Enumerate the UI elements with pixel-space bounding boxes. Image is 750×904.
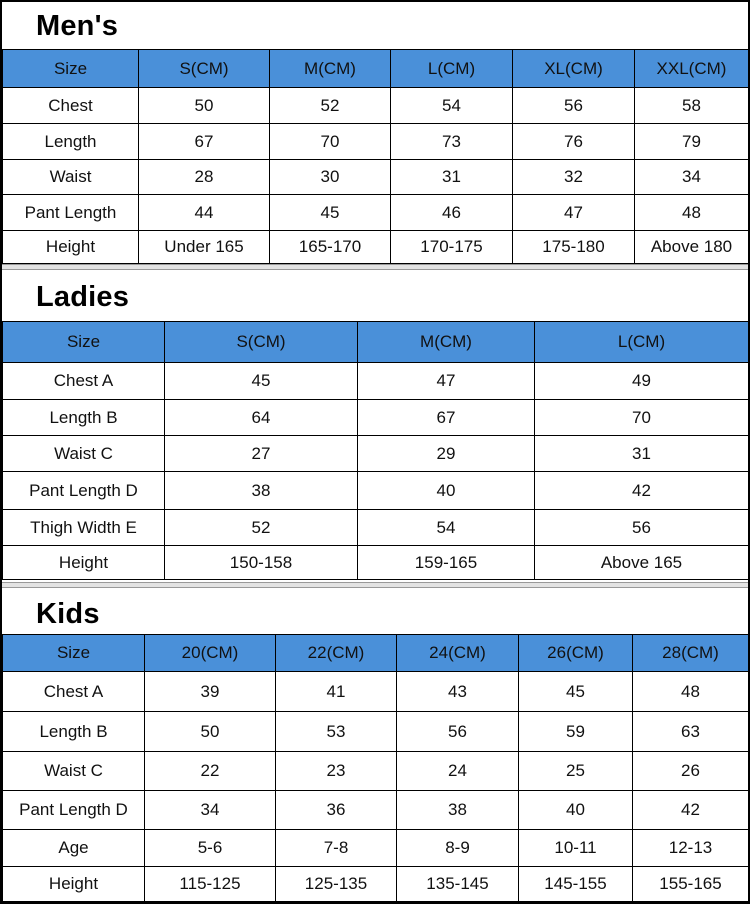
table-cell: 79 [635,124,749,160]
section-divider [2,264,748,270]
table-cell: 50 [145,712,276,752]
table-cell: 145-155 [519,867,633,902]
table-cell: 23 [276,752,397,791]
table-cell: 46 [391,195,513,231]
mens-size-table [2,49,749,264]
header-cell: Size [3,322,165,363]
size-chart-page [2,2,748,902]
table-cell: 67 [139,124,270,160]
table-cell: 10-11 [519,830,633,867]
table-cell: Under 165 [139,231,270,264]
table-cell: 28 [139,160,270,195]
table-cell: 125-135 [276,867,397,902]
table-cell: 29 [358,436,535,472]
table-cell: 56 [513,88,635,124]
table-row [3,160,749,195]
table-row [3,510,749,546]
table-cell: 38 [397,791,519,830]
row-label: Length B [3,400,165,436]
row-label: Pant Length D [3,472,165,510]
table-cell: 76 [513,124,635,160]
table-cell: 30 [270,160,391,195]
table-cell: 25 [519,752,633,791]
header-cell: M(CM) [358,322,535,363]
table-cell: 42 [633,791,749,830]
section-divider [2,582,748,588]
row-label: Waist C [3,436,165,472]
table-cell: 27 [165,436,358,472]
table-cell: 135-145 [397,867,519,902]
table-cell: 165-170 [270,231,391,264]
mens-header-row [3,50,749,88]
table-row [3,231,749,264]
header-cell: 24(CM) [397,635,519,672]
table-cell: 42 [535,472,749,510]
table-cell: 53 [276,712,397,752]
table-cell: 56 [397,712,519,752]
table-cell: 175-180 [513,231,635,264]
header-cell: XL(CM) [513,50,635,88]
table-cell: 5-6 [145,830,276,867]
table-cell: 52 [270,88,391,124]
table-row [3,363,749,400]
table-cell: 40 [519,791,633,830]
table-cell: Above 165 [535,546,749,580]
table-cell: 73 [391,124,513,160]
table-cell: 70 [535,400,749,436]
table-cell: 8-9 [397,830,519,867]
table-cell: 24 [397,752,519,791]
table-cell: 43 [397,672,519,712]
row-label: Pant Length [3,195,139,231]
table-cell: 56 [535,510,749,546]
table-row [3,672,749,712]
table-row [3,436,749,472]
header-cell: L(CM) [391,50,513,88]
row-label: Chest A [3,363,165,400]
table-row [3,124,749,160]
table-cell: 45 [519,672,633,712]
table-cell: 32 [513,160,635,195]
table-row [3,546,749,580]
row-label: Chest [3,88,139,124]
table-cell: 54 [391,88,513,124]
table-cell: 34 [145,791,276,830]
table-cell: 38 [165,472,358,510]
table-cell: 31 [391,160,513,195]
table-cell: 12-13 [633,830,749,867]
row-label: Thigh Width E [3,510,165,546]
table-cell: 7-8 [276,830,397,867]
table-row [3,472,749,510]
table-cell: 45 [270,195,391,231]
table-cell: 47 [358,363,535,400]
ladies-size-table [2,321,749,580]
table-cell: 31 [535,436,749,472]
mens-title: Men's [36,10,119,42]
table-cell: 58 [635,88,749,124]
header-cell: S(CM) [165,322,358,363]
table-cell: 50 [139,88,270,124]
header-cell: Size [3,635,145,672]
kids-header-row [3,635,749,672]
row-label: Waist C [3,752,145,791]
table-cell: 64 [165,400,358,436]
header-cell: M(CM) [270,50,391,88]
ladies-header-row [3,322,749,363]
ladies-title: Ladies [36,281,130,313]
table-cell: 45 [165,363,358,400]
row-label: Height [3,546,165,580]
table-cell: 150-158 [165,546,358,580]
table-cell: 49 [535,363,749,400]
table-row [3,791,749,830]
table-cell: 63 [633,712,749,752]
table-row [3,712,749,752]
kids-size-table [2,634,749,902]
table-cell: 36 [276,791,397,830]
header-cell: Size [3,50,139,88]
table-cell: 41 [276,672,397,712]
table-cell: Above 180 [635,231,749,264]
header-cell: L(CM) [535,322,749,363]
table-row [3,752,749,791]
table-cell: 159-165 [358,546,535,580]
table-cell: 54 [358,510,535,546]
table-row [3,830,749,867]
table-cell: 67 [358,400,535,436]
table-cell: 52 [165,510,358,546]
table-row [3,867,749,902]
table-cell: 48 [633,672,749,712]
row-label: Pant Length D [3,791,145,830]
row-label: Age [3,830,145,867]
row-label: Height [3,231,139,264]
table-cell: 39 [145,672,276,712]
header-cell: XXL(CM) [635,50,749,88]
table-cell: 22 [145,752,276,791]
table-cell: 40 [358,472,535,510]
table-cell: 170-175 [391,231,513,264]
header-cell: 22(CM) [276,635,397,672]
header-cell: S(CM) [139,50,270,88]
table-cell: 34 [635,160,749,195]
table-row [3,400,749,436]
header-cell: 26(CM) [519,635,633,672]
header-cell: 20(CM) [145,635,276,672]
row-label: Chest A [3,672,145,712]
row-label: Length B [3,712,145,752]
table-cell: 44 [139,195,270,231]
table-cell: 115-125 [145,867,276,902]
row-label: Length [3,124,139,160]
table-cell: 155-165 [633,867,749,902]
row-label: Waist [3,160,139,195]
row-label: Height [3,867,145,902]
kids-title: Kids [36,598,100,630]
table-cell: 48 [635,195,749,231]
table-cell: 26 [633,752,749,791]
header-cell: 28(CM) [633,635,749,672]
table-cell: 59 [519,712,633,752]
table-row [3,88,749,124]
table-cell: 47 [513,195,635,231]
table-row [3,195,749,231]
table-cell: 70 [270,124,391,160]
